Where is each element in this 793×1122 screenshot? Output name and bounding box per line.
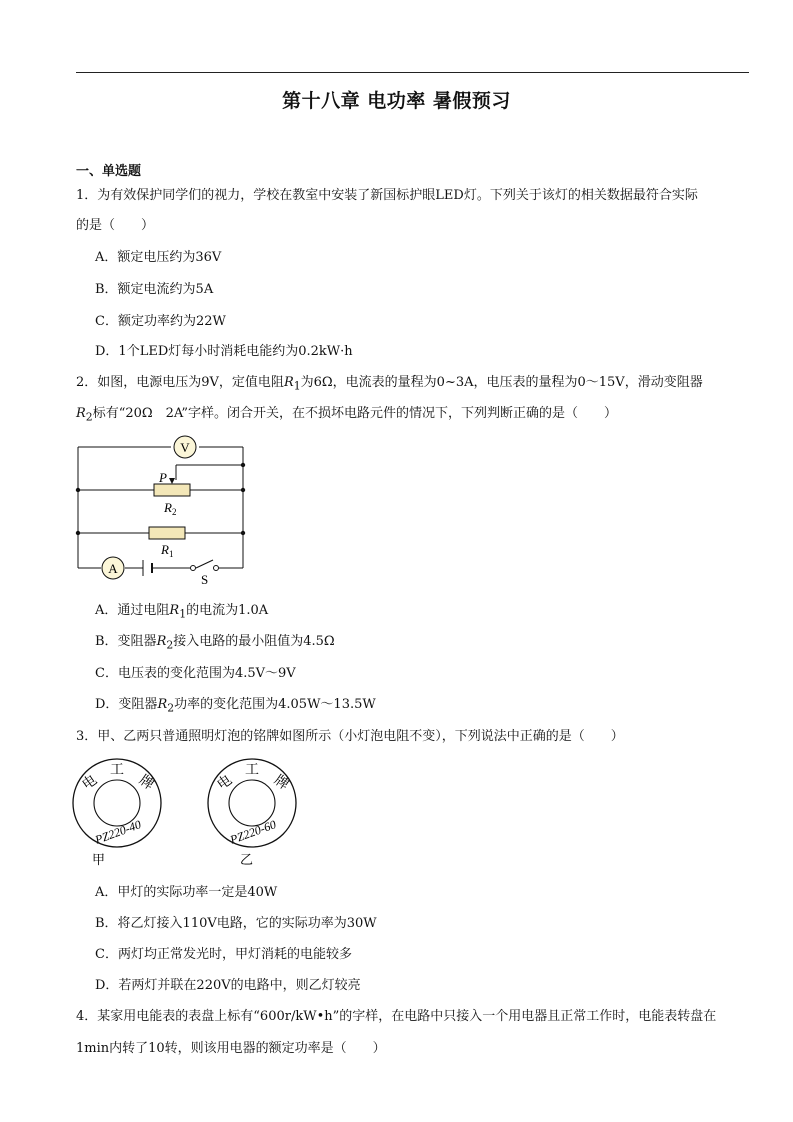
junction-dot bbox=[76, 488, 80, 492]
bulb2-char-3: 牌 bbox=[270, 772, 292, 794]
q3-stem-line1: 3．甲、乙两只普通照明灯泡的铭牌如图所示（小灯泡电阻不变），下列说法中正确的是（ ） bbox=[76, 729, 624, 744]
page-title: 第十八章 电功率 暑假预习 bbox=[282, 90, 511, 112]
q2-stem-text-b: 为6Ω，电流表的量程为0~3A，电压表的量程为0～15V，滑动变阻器 bbox=[300, 375, 703, 390]
q1-option-c: C．额定功率约为22W bbox=[95, 314, 226, 329]
q1-stem-line1: 1．为有效保护同学们的视力，学校在教室中安装了新国标护眼LED灯。下列关于该灯的相关数据最符合实际 bbox=[76, 188, 698, 203]
section-heading: 一、单选题 bbox=[76, 164, 142, 179]
q2-stem-text-c: 标有“20Ω 2A”字样。闭合开关，在不损坏电路元件的情况下，下列判断正确的是（ ） bbox=[92, 406, 618, 421]
q2-option-a: A．通过电阻$R_1$的电流为1.0A bbox=[95, 603, 269, 621]
bulb1-label: 甲 bbox=[92, 852, 106, 867]
q2-option-b: B．变阻器$R_2$接入电路的最小阻值为4.5Ω bbox=[95, 634, 335, 652]
q2-var-r1-sub: 1 bbox=[293, 379, 301, 393]
switch-contact-left bbox=[191, 566, 196, 571]
q3-option-d: D．若两灯并联在220V的电路中，则乙灯较亮 bbox=[95, 978, 361, 993]
header-rule bbox=[76, 72, 749, 73]
circuit-diagram bbox=[70, 432, 260, 588]
junction-dot bbox=[241, 488, 245, 492]
q2-stem-line2 bbox=[76, 405, 617, 427]
bulb2-rating: PZ220-60 bbox=[228, 817, 278, 847]
r2-label: $R_2$ bbox=[164, 500, 177, 517]
bulb2-char-2: 工 bbox=[245, 763, 259, 778]
slider-arrow-icon bbox=[169, 478, 175, 484]
q2-var-r1: R bbox=[283, 375, 294, 390]
bulb2-char-1: 电 bbox=[214, 772, 236, 794]
resistor-r2 bbox=[154, 484, 190, 496]
bulb1-char-3: 牌 bbox=[135, 772, 157, 794]
bulb1-char-2: 工 bbox=[110, 763, 124, 778]
bulb-nameplate-jia bbox=[73, 759, 161, 847]
q1-option-b: B．额定电流约为5A bbox=[95, 282, 214, 297]
q4-stem-line2: 1min内转了10转，则该用电器的额定功率是（ ） bbox=[76, 1041, 386, 1056]
q4-stem-line1: 4．某家用电能表的表盘上标有“600r/kW•h”的字样，在电路中只接入一个用电器且正常工作时，电能表转盘在 bbox=[76, 1009, 717, 1024]
bulb1-rating: PZ220-40 bbox=[93, 817, 143, 847]
r1-label: $R_1$ bbox=[161, 542, 174, 559]
q2-option-d: D．变阻器$R_2$功率的变化范围为4.05W～13.5W bbox=[95, 697, 376, 715]
q3-option-b: B．将乙灯接入110V电路，它的实际功率为30W bbox=[95, 916, 377, 931]
q1-option-d: D．1个LED灯每小时消耗电能约为0.2kW·h bbox=[95, 344, 353, 359]
bulb1-char-1: 电 bbox=[79, 772, 101, 794]
bulb2-label: 乙 bbox=[240, 852, 254, 867]
switch-contact-right bbox=[214, 566, 219, 571]
q1-option-a: A．额定电压约为36V bbox=[95, 250, 222, 265]
resistor-r1 bbox=[149, 527, 185, 539]
junction-dot bbox=[76, 531, 80, 535]
q2-stem-text-a: 2．如图，电源电压为9V，定值电阻 bbox=[76, 375, 284, 390]
q3-option-c: C．两灯均正常发光时，甲灯消耗的电能较多 bbox=[95, 947, 352, 962]
q2-stem-line1 bbox=[76, 374, 703, 396]
junction-dot bbox=[241, 531, 245, 535]
junction-dot bbox=[241, 463, 245, 467]
bulb-nameplate-yi bbox=[208, 759, 296, 847]
slider-label: P bbox=[159, 470, 167, 485]
q1-stem-line2: 的是（ ） bbox=[76, 218, 155, 233]
q2-var-r2-sub: 2 bbox=[85, 410, 93, 424]
ammeter-label: A bbox=[108, 561, 118, 576]
q2-var-r2: R bbox=[76, 406, 86, 421]
bulb-nameplates bbox=[72, 756, 302, 868]
switch-label: S bbox=[201, 572, 209, 587]
voltmeter-label: V bbox=[180, 440, 190, 455]
q3-option-a: A．甲灯的实际功率一定是40W bbox=[95, 885, 278, 900]
q2-option-c: C．电压表的变化范围为4.5V～9V bbox=[95, 666, 296, 681]
